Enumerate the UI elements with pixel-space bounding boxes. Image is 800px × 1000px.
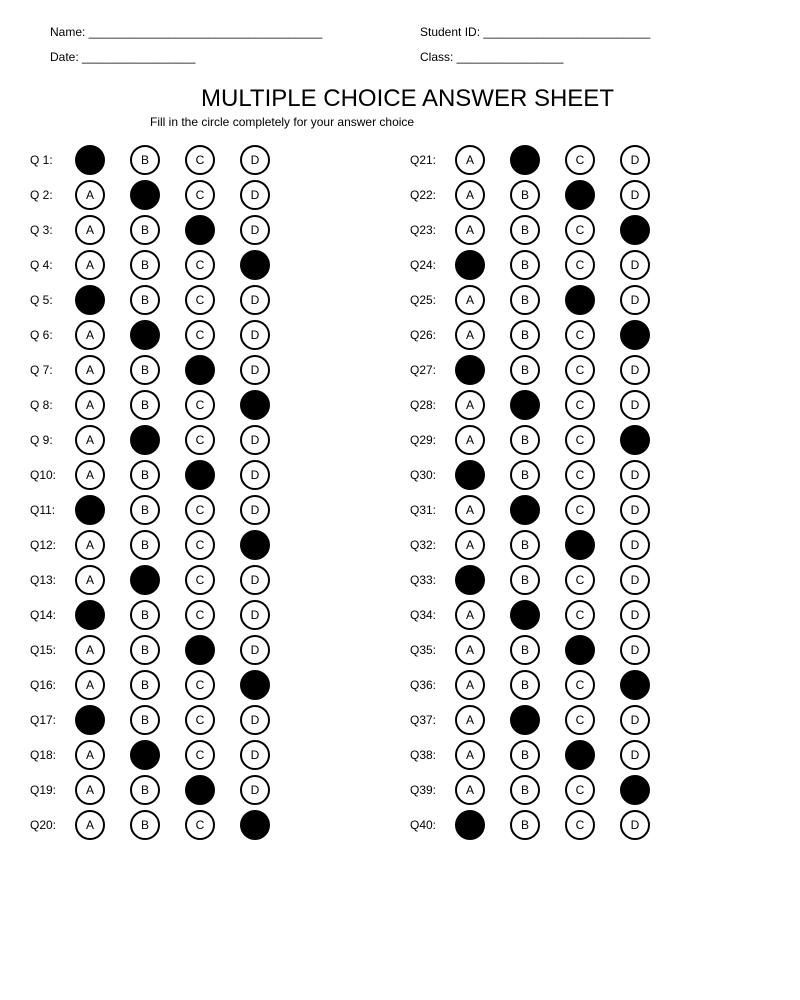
answer-bubble-b[interactable]: B [510, 355, 540, 385]
question-row [410, 460, 670, 490]
answer-bubble-c[interactable]: C [565, 775, 595, 805]
answer-bubble-b[interactable]: B [130, 390, 160, 420]
answer-bubble-a[interactable]: A [75, 670, 105, 700]
answer-bubble-c[interactable]: C [185, 600, 215, 630]
question-row [410, 180, 670, 210]
answer-bubble-c[interactable]: C [565, 740, 595, 770]
answer-bubble-b[interactable]: B [510, 320, 540, 350]
answer-bubble-b[interactable]: B [510, 285, 540, 315]
question-label: Q 3: [30, 223, 53, 237]
answer-bubble-a[interactable]: A [75, 320, 105, 350]
answer-bubble-d[interactable]: D [240, 810, 270, 840]
question-label: Q27: [410, 363, 437, 377]
question-row [410, 250, 670, 280]
answer-bubble-c[interactable]: C [185, 425, 215, 455]
answer-bubble-c[interactable]: C [565, 355, 595, 385]
question-row [30, 215, 290, 245]
answer-bubble-d[interactable]: D [620, 250, 650, 280]
question-label: Q26: [410, 328, 437, 342]
answer-bubble-a[interactable]: A [75, 355, 105, 385]
question-row [410, 670, 670, 700]
answer-bubble-c[interactable]: C [185, 285, 215, 315]
answer-bubble-d[interactable]: D [620, 320, 650, 350]
question-label: Q 8: [30, 398, 53, 412]
answer-bubble-a[interactable]: A [455, 810, 485, 840]
question-label: Q25: [410, 293, 437, 307]
question-label: Q40: [410, 818, 437, 832]
answer-bubble-b[interactable]: B [130, 495, 160, 525]
question-row [410, 775, 670, 805]
answer-bubble-b[interactable]: B [130, 355, 160, 385]
answer-bubble-a[interactable]: A [75, 145, 105, 175]
answer-bubble-d[interactable]: D [240, 355, 270, 385]
question-label: Q 4: [30, 258, 53, 272]
answer-bubble-a[interactable]: A [75, 565, 105, 595]
question-row [30, 495, 290, 525]
answer-bubble-b[interactable]: B [130, 740, 160, 770]
question-row [30, 775, 290, 805]
question-label: Q36: [410, 678, 437, 692]
page-title: MULTIPLE CHOICE ANSWER SHEET [201, 85, 614, 112]
answer-bubble-d[interactable]: D [240, 390, 270, 420]
question-label: Q17: [30, 713, 57, 727]
answer-bubble-c[interactable]: C [565, 320, 595, 350]
question-label: Q15: [30, 643, 57, 657]
question-label: Q33: [410, 573, 437, 587]
question-row [410, 495, 670, 525]
answer-bubble-d[interactable]: D [240, 740, 270, 770]
answer-bubble-d[interactable]: D [620, 600, 650, 630]
answer-bubble-c[interactable]: C [185, 670, 215, 700]
answer-bubble-d[interactable]: D [620, 775, 650, 805]
answer-bubble-a[interactable]: A [75, 215, 105, 245]
answer-bubble-b[interactable]: B [510, 565, 540, 595]
answer-bubble-a[interactable]: A [75, 600, 105, 630]
answer-bubble-a[interactable]: A [75, 705, 105, 735]
question-row [410, 635, 670, 665]
question-label: Q 9: [30, 433, 53, 447]
answer-bubble-b[interactable]: B [510, 705, 540, 735]
answer-bubble-a[interactable]: A [455, 635, 485, 665]
answer-bubble-c[interactable]: C [185, 320, 215, 350]
question-label: Q31: [410, 503, 437, 517]
answer-bubble-a[interactable]: A [75, 810, 105, 840]
question-row [30, 810, 290, 840]
answer-bubble-c[interactable]: C [185, 215, 215, 245]
answer-bubble-d[interactable]: D [620, 705, 650, 735]
answer-bubble-b[interactable]: B [510, 425, 540, 455]
question-row [30, 320, 290, 350]
question-label: Q14: [30, 608, 57, 622]
answer-bubble-c[interactable]: C [185, 530, 215, 560]
question-row [410, 285, 670, 315]
question-label: Q39: [410, 783, 437, 797]
question-label: Q23: [410, 223, 437, 237]
answer-bubble-a[interactable]: A [75, 285, 105, 315]
answer-bubble-d[interactable]: D [240, 460, 270, 490]
answer-bubble-b[interactable]: B [510, 635, 540, 665]
name-field[interactable]: Name: ___________________________________ [50, 25, 323, 39]
question-row [30, 565, 290, 595]
answer-bubble-a[interactable]: A [75, 180, 105, 210]
question-row [30, 530, 290, 560]
answer-bubble-a[interactable]: A [455, 705, 485, 735]
question-row [410, 600, 670, 630]
answer-bubble-a[interactable]: A [75, 775, 105, 805]
question-label: Q35: [410, 643, 437, 657]
question-label: Q28: [410, 398, 437, 412]
question-row [410, 705, 670, 735]
answer-bubble-d[interactable]: D [240, 425, 270, 455]
answer-bubble-d[interactable]: D [620, 425, 650, 455]
answer-bubble-d[interactable]: D [240, 635, 270, 665]
answer-bubble-c[interactable]: C [565, 495, 595, 525]
question-row [410, 215, 670, 245]
answer-bubble-a[interactable]: A [75, 250, 105, 280]
question-row [30, 145, 290, 175]
question-row [410, 425, 670, 455]
answer-bubble-d[interactable]: D [240, 495, 270, 525]
answer-bubble-c[interactable]: C [185, 775, 215, 805]
question-label: Q24: [410, 258, 437, 272]
answer-bubble-b[interactable]: B [130, 705, 160, 735]
question-row [410, 810, 670, 840]
question-label: Q32: [410, 538, 437, 552]
question-label: Q30: [410, 468, 437, 482]
answer-bubble-b[interactable]: B [130, 530, 160, 560]
question-row [410, 145, 670, 175]
question-row [410, 530, 670, 560]
answer-bubble-d[interactable]: D [240, 705, 270, 735]
answer-bubble-b[interactable]: B [510, 250, 540, 280]
answer-bubble-c[interactable]: C [185, 145, 215, 175]
answer-bubble-b[interactable]: B [130, 635, 160, 665]
answer-bubble-d[interactable]: D [240, 320, 270, 350]
answer-bubble-d[interactable]: D [240, 145, 270, 175]
question-row [30, 670, 290, 700]
answer-bubble-c[interactable]: C [185, 460, 215, 490]
answer-bubble-c[interactable]: C [565, 285, 595, 315]
question-row [30, 250, 290, 280]
question-row [410, 740, 670, 770]
answer-bubble-b[interactable]: B [130, 775, 160, 805]
question-label: Q 7: [30, 363, 53, 377]
question-label: Q18: [30, 748, 57, 762]
question-label: Q16: [30, 678, 57, 692]
answer-bubble-c[interactable]: C [565, 530, 595, 560]
answer-bubble-a[interactable]: A [455, 215, 485, 245]
answer-bubble-a[interactable]: A [75, 635, 105, 665]
question-row [410, 355, 670, 385]
answer-bubble-b[interactable]: B [130, 670, 160, 700]
answer-bubble-c[interactable]: C [185, 565, 215, 595]
answer-bubble-c[interactable]: C [565, 250, 595, 280]
answer-bubble-c[interactable]: C [185, 635, 215, 665]
answer-bubble-b[interactable]: B [130, 600, 160, 630]
answer-bubble-a[interactable]: A [455, 285, 485, 315]
question-label: Q34: [410, 608, 437, 622]
question-row [30, 355, 290, 385]
answer-bubble-c[interactable]: C [565, 145, 595, 175]
answer-bubble-d[interactable]: D [240, 180, 270, 210]
answer-bubble-c[interactable]: C [185, 810, 215, 840]
question-row [30, 460, 290, 490]
answer-bubble-a[interactable]: A [455, 600, 485, 630]
question-label: Q21: [410, 153, 437, 167]
question-label: Q22: [410, 188, 437, 202]
answer-bubble-d[interactable]: D [620, 670, 650, 700]
answer-bubble-d[interactable]: D [620, 355, 650, 385]
answer-bubble-d[interactable]: D [240, 670, 270, 700]
answer-bubble-a[interactable]: A [455, 495, 485, 525]
answer-bubble-b[interactable]: B [510, 670, 540, 700]
instructions-text: Fill in the circle completely for your answer choice [150, 115, 415, 129]
answer-bubble-b[interactable]: B [510, 390, 540, 420]
answer-bubble-c[interactable]: C [185, 180, 215, 210]
answer-bubble-a[interactable]: A [455, 565, 485, 595]
answer-bubble-b[interactable]: B [130, 250, 160, 280]
answer-bubble-b[interactable]: B [510, 600, 540, 630]
answer-bubble-b[interactable]: B [510, 180, 540, 210]
answer-bubble-a[interactable]: A [75, 530, 105, 560]
question-label: Q20: [30, 818, 57, 832]
answer-bubble-b[interactable]: B [510, 740, 540, 770]
question-row [30, 705, 290, 735]
answer-bubble-a[interactable]: A [455, 390, 485, 420]
question-row [30, 635, 290, 665]
date-field[interactable]: Date: _________________ [50, 50, 196, 64]
answer-bubble-a[interactable]: A [75, 495, 105, 525]
answer-bubble-b[interactable]: B [130, 215, 160, 245]
class-field[interactable]: Class: ________________ [420, 50, 564, 64]
answer-bubble-a[interactable]: A [455, 460, 485, 490]
answer-bubble-d[interactable]: D [620, 215, 650, 245]
question-row [410, 390, 670, 420]
answer-bubble-b[interactable]: B [510, 775, 540, 805]
question-row [410, 320, 670, 350]
answer-bubble-b[interactable]: B [130, 425, 160, 455]
answer-bubble-b[interactable]: B [510, 495, 540, 525]
answer-bubble-c[interactable]: C [185, 355, 215, 385]
answer-bubble-a[interactable]: A [75, 460, 105, 490]
answer-bubble-d[interactable]: D [620, 565, 650, 595]
answer-bubble-d[interactable]: D [240, 775, 270, 805]
answer-bubble-b[interactable]: B [130, 460, 160, 490]
answer-bubble-b[interactable]: B [130, 180, 160, 210]
answer-bubble-b[interactable]: B [510, 145, 540, 175]
answer-bubble-c[interactable]: C [185, 250, 215, 280]
question-label: Q 2: [30, 188, 53, 202]
answer-bubble-a[interactable]: A [75, 740, 105, 770]
answer-bubble-b[interactable]: B [510, 810, 540, 840]
answer-bubble-a[interactable]: A [455, 670, 485, 700]
answer-bubble-d[interactable]: D [620, 390, 650, 420]
answer-bubble-d[interactable]: D [620, 285, 650, 315]
answer-bubble-d[interactable]: D [240, 285, 270, 315]
answer-bubble-b[interactable]: B [130, 285, 160, 315]
answer-bubble-c[interactable]: C [185, 495, 215, 525]
answer-bubble-a[interactable]: A [455, 530, 485, 560]
question-row [30, 425, 290, 455]
answer-bubble-b[interactable]: B [130, 320, 160, 350]
answer-bubble-d[interactable]: D [240, 565, 270, 595]
answer-bubble-d[interactable]: D [620, 635, 650, 665]
answer-bubble-c[interactable]: C [565, 635, 595, 665]
question-label: Q19: [30, 783, 57, 797]
answer-bubble-c[interactable]: C [565, 565, 595, 595]
answer-bubble-d[interactable]: D [620, 145, 650, 175]
question-label: Q13: [30, 573, 57, 587]
answer-bubble-c[interactable]: C [185, 740, 215, 770]
answer-bubble-d[interactable]: D [620, 495, 650, 525]
answer-bubble-b[interactable]: B [510, 215, 540, 245]
question-label: Q38: [410, 748, 437, 762]
question-row [410, 565, 670, 595]
answer-bubble-a[interactable]: A [75, 390, 105, 420]
answer-bubble-a[interactable]: A [455, 145, 485, 175]
question-row [30, 390, 290, 420]
question-label: Q37: [410, 713, 437, 727]
question-label: Q12: [30, 538, 57, 552]
question-row [30, 180, 290, 210]
answer-bubble-d[interactable]: D [240, 600, 270, 630]
question-label: Q 1: [30, 153, 53, 167]
answer-bubble-a[interactable]: A [75, 425, 105, 455]
answer-bubble-d[interactable]: D [240, 250, 270, 280]
answer-bubble-c[interactable]: C [185, 390, 215, 420]
answer-bubble-b[interactable]: B [510, 530, 540, 560]
answer-bubble-c[interactable]: C [565, 810, 595, 840]
answer-bubble-c[interactable]: C [565, 600, 595, 630]
question-label: Q 6: [30, 328, 53, 342]
answer-bubble-a[interactable]: A [455, 425, 485, 455]
student-id-field[interactable]: Student ID: _________________________ [420, 25, 651, 39]
answer-bubble-c[interactable]: C [565, 215, 595, 245]
answer-bubble-b[interactable]: B [510, 460, 540, 490]
answer-bubble-a[interactable]: A [455, 775, 485, 805]
answer-bubble-b[interactable]: B [130, 565, 160, 595]
answer-bubble-c[interactable]: C [565, 670, 595, 700]
question-label: Q10: [30, 468, 57, 482]
question-row [30, 600, 290, 630]
question-row [30, 285, 290, 315]
answer-bubble-d[interactable]: D [620, 530, 650, 560]
answer-bubble-b[interactable]: B [130, 145, 160, 175]
answer-bubble-c[interactable]: C [565, 180, 595, 210]
question-label: Q29: [410, 433, 437, 447]
answer-bubble-a[interactable]: A [455, 355, 485, 385]
answer-bubble-b[interactable]: B [130, 810, 160, 840]
answer-bubble-d[interactable]: D [240, 530, 270, 560]
answer-bubble-c[interactable]: C [565, 390, 595, 420]
answer-bubble-a[interactable]: A [455, 180, 485, 210]
answer-bubble-d[interactable]: D [620, 740, 650, 770]
answer-bubble-d[interactable]: D [240, 215, 270, 245]
answer-bubble-d[interactable]: D [620, 180, 650, 210]
answer-bubble-c[interactable]: C [565, 425, 595, 455]
answer-bubble-d[interactable]: D [620, 810, 650, 840]
answer-bubble-a[interactable]: A [455, 250, 485, 280]
answer-bubble-c[interactable]: C [565, 705, 595, 735]
answer-bubble-d[interactable]: D [620, 460, 650, 490]
question-row [30, 740, 290, 770]
question-label: Q11: [30, 503, 56, 517]
answer-bubble-c[interactable]: C [185, 705, 215, 735]
answer-bubble-a[interactable]: A [455, 320, 485, 350]
answer-bubble-a[interactable]: A [455, 740, 485, 770]
answer-bubble-c[interactable]: C [565, 460, 595, 490]
question-label: Q 5: [30, 293, 53, 307]
